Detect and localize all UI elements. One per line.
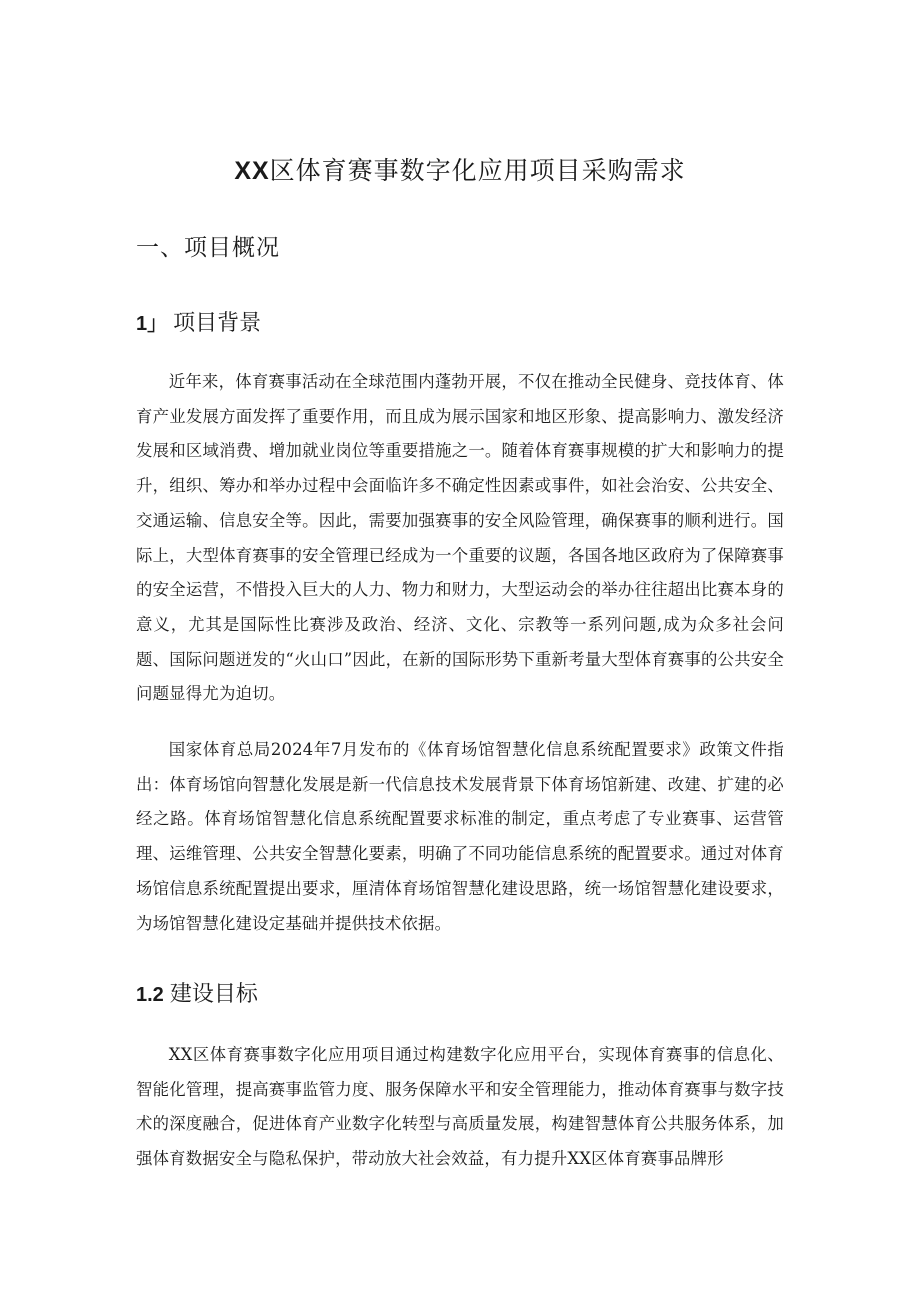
subsection-title: 建设目标 [169, 982, 258, 1007]
background-paragraph-1: 近年来，体育赛事活动在全球范围内蓬勃开展，不仅在推动全民健身、竞技体育、体育产业发展方面发挥了重要作用，而且成为展示国家和地区形象、提高影响力、激发经济发展和区域消费、增加就业岗位等重要措施之一。随着体育赛事规模的扩大和影响力的提升，组织、筹办和举办过程中会面临许多不确定性因素或事件，如社会治安、公共安全、交通运输、信息安全等。因此，需要加强赛事的安全风险管理，确保赛事的顺利进行。国际上，大型体育赛事的安全管理已经成为一个重要的议题，各国各地区政府为了保障赛事的安全运营，不惜投入巨大的人力、物力和财力，大型运动会的举办往往超出比赛本身的意义，尤其是国际性比赛涉及政治、经济、文化、宗教等一系列问题,成为众多社会问题、国际问题迸发的“火山口”因此，在新的国际形势下重新考量大型体育赛事的公共安全问题显得尤为迫切。 [136, 372, 784, 704]
background-paragraph-2: 国家体育总局2024年7月发布的《体育场馆智慧化信息系统配置要求》政策文件指出：体育场馆向智慧化发展是新一代信息技术发展背景下体育场馆新建、改建、扩建的必经之路。体育场馆智慧化信息系统配置要求标准的制定，重点考虑了专业赛事、运营管理、运维管理、公共安全智慧化要素，明确了不同功能信息系统的配置要求。通过对体育场馆信息系统配置提出要求，厘清体育场馆智慧化建设思路，统一场馆智慧化建设要求，为场馆智慧化建设定基础并提供技术依据。 [136, 740, 784, 933]
subsection-heading-background [136, 309, 261, 339]
subsection-number: 1.2 [136, 984, 164, 1006]
goals-paragraph-1: XX区体育赛事数字化应用项目通过构建数字化应用平台，实现体育赛事的信息化、智能化管理，提高赛事监管力度、服务保障水平和安全管理能力，推动体育赛事与数字技术的深度融合，促进体育产业数字化转型与高质量发展，构建智慧体育公共服务体系，加强体育数据安全与隐私保护，带动放大社会效益，有力提升XX区体育赛事品牌形 [136, 1045, 784, 1169]
title-prefix: XX [234, 157, 270, 185]
subsection-heading-goals [136, 980, 258, 1010]
subsection-title: 项目背景 [173, 311, 262, 336]
document-title [0, 154, 920, 188]
title-main: 区体育赛事数字化应用项目采购需求 [269, 156, 686, 185]
section-heading-project-overview: 一、项目概况 [136, 235, 280, 261]
subsection-number: 1」 [136, 313, 168, 335]
